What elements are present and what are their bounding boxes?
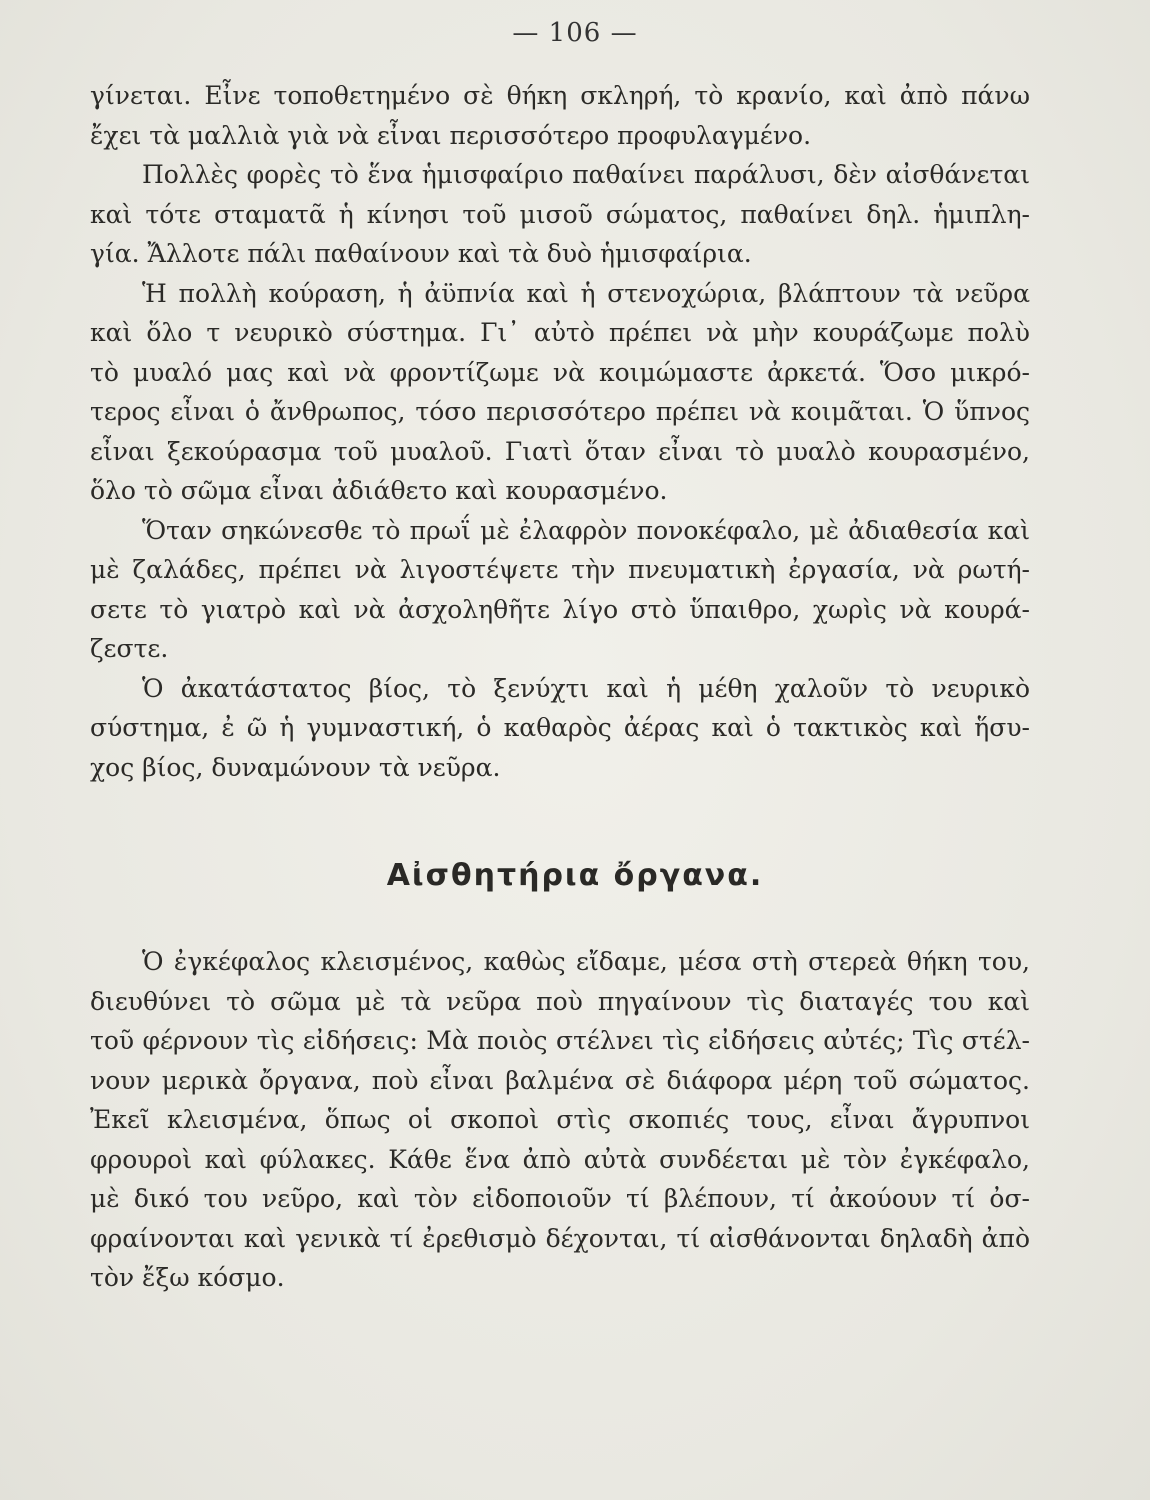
page-number: — 106 — — [512, 18, 638, 48]
text-line: Ὁ ἀκατάστατος βίος, τὸ ξενύχτι καὶ ἡ μέθη χαλοῦν τὸ νευρικὸ — [142, 673, 1030, 703]
text-line: ὅλο τὸ σῶμα εἶναι ἀδιάθετο καὶ κουρασμένο. — [90, 476, 668, 505]
text-line: ἔχει τὰ μαλλιὰ γιὰ νὰ εἶναι περισσότερο προφυλαγμένο. — [90, 120, 812, 150]
text-line: μὲ δικό του νεῦρο, καὶ τὸν εἰδοποιοῦν τί βλέπουν, τί ἀκούουν τί ὀσ- — [90, 1184, 1030, 1213]
text-line: νουν μερικὰ ὄργανα, ποὺ εἶναι βαλμένα σὲ διάφορα μέρη τοῦ σώματος. — [90, 1065, 1030, 1095]
text-line: ζεστε. — [90, 634, 169, 663]
text-line: τὸν ἔξω κόσμο. — [90, 1263, 285, 1292]
body-text-section-1 — [90, 76, 1030, 787]
text-line: μὲ ζαλάδες, πρέπει νὰ λιγοστέψετε τὴν πνευματικὴ ἐργασία, νὰ ρωτή- — [90, 555, 1030, 584]
text-line: σετε τὸ γιατρὸ καὶ νὰ ἀσχοληθῆτε λίγο στὸ ὕπαιθρο, χωρὶς νὰ κουρά- — [90, 594, 1030, 624]
text-line: Πολλὲς φορὲς τὸ ἕνα ἡμισφαίριο παθαίνει παράλυσι, δὲν αἰσθάνεται — [142, 160, 1030, 189]
text-line: Ἐκεῖ κλεισμένα, ὅπως οἱ σκοποὶ στὶς σκοπιές τους, εἶναι ἄγρυπνοι — [90, 1105, 1030, 1134]
text-line: καὶ τότε σταματᾶ ἡ κίνησι τοῦ μισοῦ σώματος, παθαίνει δηλ. ἡμιπλη- — [90, 199, 1030, 229]
text-line: φρουροὶ καὶ φύλακες. Κάθε ἕνα ἀπὸ αὐτὰ συνδέεται μὲ τὸν ἐγκέφαλο, — [90, 1144, 1030, 1174]
text-line: τοῦ φέρνουν τὶς εἰδήσεις: Μὰ ποιὸς στέλνει τὶς εἰδήσεις αὐτές; Τὶς στέλ- — [90, 1026, 1030, 1055]
text-line: Ὅταν σηκώνεσθε τὸ πρωΐ μὲ ἐλαφρὸν πονοκέφαλο, μὲ ἀδιαθεσία καὶ — [142, 515, 1030, 545]
text-line: χος βίος, δυναμώνουν τὰ νεῦρα. — [90, 752, 501, 782]
body-text-section-2 — [90, 942, 1030, 1298]
text-line: σύστημα, ἐ ῶ ἡ γυμναστική, ὁ καθαρὸς ἀέρας καὶ ὁ τακτικὸς καὶ ἥσυ- — [90, 713, 1030, 742]
section-heading: Αἰσθητήρια ὄργανα. — [386, 858, 764, 893]
text-line: τὸ μυαλό μας καὶ νὰ φροντίζωμε νὰ κοιμώμαστε ἀρκετά. Ὅσο μικρό- — [90, 357, 1030, 387]
text-line: Ἡ πολλὴ κούραση, ἡ ἀϋπνία καὶ ἡ στενοχώρια, βλάπτουν τὰ νεῦρα — [142, 278, 1030, 308]
text-line: φραίνονται καὶ γενικὰ τί ἐρεθισμὸ δέχονται, τί αἰσθάνονται δηλαδὴ ἀπὸ — [90, 1223, 1030, 1253]
text-line: τερος εἶναι ὁ ἄνθρωπος, τόσο περισσότερο πρέπει νὰ κοιμᾶται. Ὁ ὕπνος — [90, 397, 1030, 426]
text-line: καὶ ὅλο τ νευρικὸ σύστημα. Γι᾽ αὐτὸ πρέπει νὰ μὴν κουράζωμε πολὺ — [90, 318, 1030, 347]
text-line: διευθύνει τὸ σῶμα μὲ τὰ νεῦρα ποὺ πηγαίνουν τὶς διαταγές του καὶ — [90, 986, 1030, 1016]
text-line: γίνεται. Εἶνε τοποθετημένο σὲ θήκη σκληρή, τὸ κρανίο, καὶ ἀπὸ πάνω — [90, 81, 1030, 110]
text-line: Ὁ ἐγκέφαλος κλεισμένος, καθὼς εἴδαμε, μέσα στὴ στερεὰ θήκη του, — [142, 947, 1030, 976]
text-line: εἶναι ξεκούρασμα τοῦ μυαλοῦ. Γιατὶ ὅταν εἶναι τὸ μυαλὸ κουρασμένο, — [90, 436, 1030, 466]
text-line: γία. Ἄλλοτε πάλι παθαίνουν καὶ τὰ δυὸ ἡμισφαίρια. — [90, 239, 752, 268]
